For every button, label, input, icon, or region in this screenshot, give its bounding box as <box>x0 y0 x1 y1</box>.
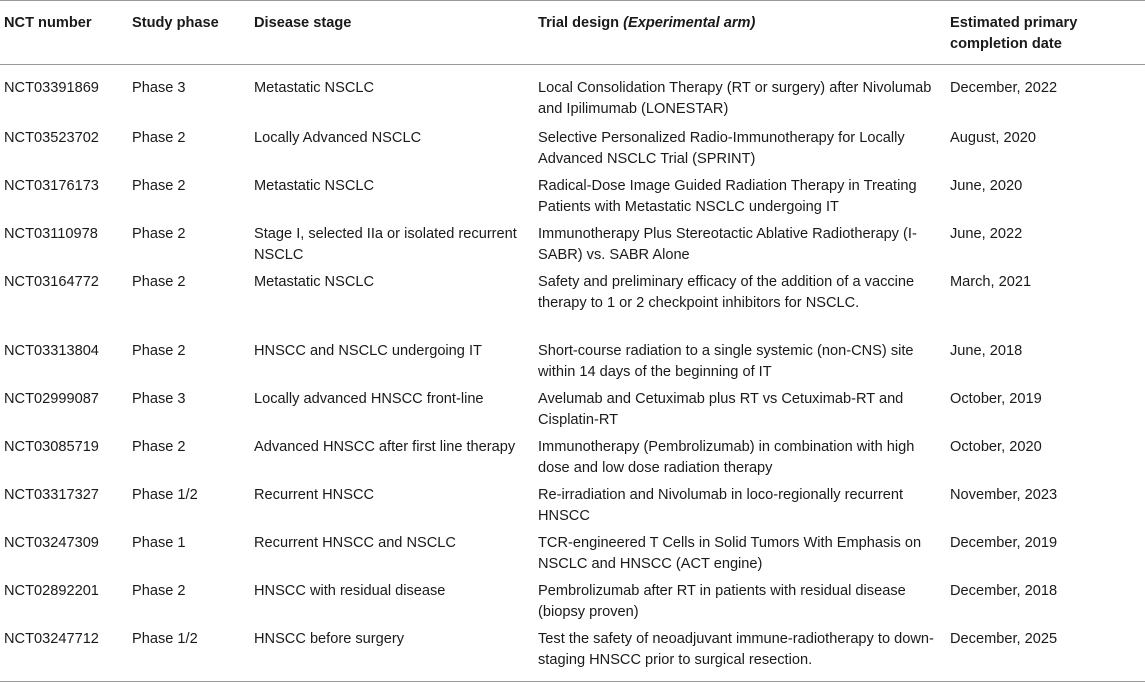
table-row <box>0 340 1145 388</box>
cell-phase: Phase 2 <box>132 274 186 290</box>
cell-stage: Metastatic NSCLC <box>254 178 375 194</box>
cell-nct: NCT03164772 <box>4 274 99 290</box>
cell-date: August, 2020 <box>950 130 1037 146</box>
cell-date: June, 2022 <box>950 226 1023 242</box>
table-row <box>0 223 1145 271</box>
cell-date: December, 2022 <box>950 80 1058 96</box>
table-body <box>0 65 1145 682</box>
table-row <box>0 580 1145 628</box>
cell-phase: Phase 3 <box>132 391 186 407</box>
cell-design: Immunotherapy Plus Stereotactic Ablative Radiotherapy (I-SABR) vs. SABR Alone <box>538 226 917 263</box>
cell-design: Immunotherapy (Pembrolizumab) in combination with high dose and low dose radiation therapy <box>538 439 915 476</box>
cell-stage: Metastatic NSCLC <box>254 274 375 290</box>
cell-design: Local Consolidation Therapy (RT or surgery) after Nivolumab and Ipilimumab (LONESTAR) <box>538 80 932 117</box>
cell-phase: Phase 1/2 <box>132 487 198 503</box>
cell-date: December, 2019 <box>950 535 1058 551</box>
cell-design: TCR-engineered T Cells in Solid Tumors With Emphasis on NSCLC and HNSCC (ACT engine) <box>538 535 922 572</box>
cell-nct: NCT03110978 <box>4 226 98 242</box>
cell-design: Pembrolizumab after RT in patients with residual disease (biopsy proven) <box>538 583 906 620</box>
cell-date: November, 2023 <box>950 487 1058 503</box>
header-study-phase: Study phase <box>132 15 219 31</box>
table-row <box>0 532 1145 580</box>
cell-date: December, 2018 <box>950 583 1058 599</box>
cell-stage: Metastatic NSCLC <box>254 80 375 96</box>
table-row <box>0 127 1145 175</box>
cell-stage: Recurrent HNSCC <box>254 487 375 503</box>
cell-phase: Phase 2 <box>132 226 186 242</box>
cell-nct: NCT03313804 <box>4 343 99 359</box>
header-trial-design <box>534 1 946 65</box>
cell-date: June, 2020 <box>950 178 1023 194</box>
cell-design: Re-irradiation and Nivolumab in loco-regionally recurrent HNSCC <box>538 487 904 524</box>
cell-date: December, 2025 <box>950 631 1058 647</box>
table-row <box>0 484 1145 532</box>
cell-stage: Advanced HNSCC after first line therapy <box>254 439 516 455</box>
cell-nct: NCT03391869 <box>4 80 99 96</box>
cell-design: Test the safety of neoadjuvant immune-radiotherapy to down-staging HNSCC prior to surgical resection. <box>538 631 934 668</box>
cell-date: October, 2019 <box>950 391 1042 407</box>
cell-stage: Stage I, selected IIa or isolated recurrent NSCLC <box>254 226 517 263</box>
table-row <box>0 65 1145 128</box>
cell-phase: Phase 2 <box>132 343 186 359</box>
cell-design: Short-course radiation to a single systemic (non-CNS) site within 14 days of the beginning of IT <box>538 343 914 380</box>
cell-stage: Recurrent HNSCC and NSCLC <box>254 535 456 551</box>
cell-date: June, 2018 <box>950 343 1023 359</box>
header-trial-design-label: Trial design <box>538 15 624 31</box>
cell-stage: HNSCC and NSCLC undergoing IT <box>254 343 482 359</box>
cell-nct: NCT03247309 <box>4 535 99 551</box>
cell-design: Safety and preliminary efficacy of the addition of a vaccine therapy to 1 or 2 checkpoint inhibitors for NSCLC. <box>538 274 915 311</box>
cell-phase: Phase 2 <box>132 130 186 146</box>
header-disease-stage: Disease stage <box>254 15 352 31</box>
header-completion-date: Estimated primary completion date <box>950 15 1078 52</box>
cell-phase: Phase 3 <box>132 80 186 96</box>
table-row <box>0 175 1145 223</box>
cell-nct: NCT03176173 <box>4 178 99 194</box>
cell-phase: Phase 2 <box>132 439 186 455</box>
cell-nct: NCT03247712 <box>4 631 99 647</box>
cell-phase: Phase 2 <box>132 583 186 599</box>
cell-nct: NCT03317327 <box>4 487 99 503</box>
cell-stage: Locally advanced HNSCC front-line <box>254 391 484 407</box>
table-row <box>0 271 1145 340</box>
table-row <box>0 628 1145 682</box>
cell-stage: HNSCC with residual disease <box>254 583 446 599</box>
cell-phase: Phase 1/2 <box>132 631 198 647</box>
cell-design: Selective Personalized Radio-Immunotherapy for Locally Advanced NSCLC Trial (SPRINT) <box>538 130 905 167</box>
cell-nct: NCT02892201 <box>4 583 99 599</box>
header-nct-number: NCT number <box>4 15 92 31</box>
cell-nct: NCT03523702 <box>4 130 99 146</box>
header-trial-design-italic: (Experimental arm) <box>623 15 756 31</box>
cell-nct: NCT02999087 <box>4 391 99 407</box>
cell-nct: NCT03085719 <box>4 439 99 455</box>
cell-date: March, 2021 <box>950 274 1032 290</box>
table-row <box>0 436 1145 484</box>
cell-date: October, 2020 <box>950 439 1042 455</box>
header-row <box>0 1 1145 65</box>
cell-stage: HNSCC before surgery <box>254 631 405 647</box>
cell-design: Radical-Dose Image Guided Radiation Therapy in Treating Patients with Metastatic NSCLC undergoing IT <box>538 178 917 215</box>
cell-design: Avelumab and Cetuximab plus RT vs Cetuximab-RT and Cisplatin-RT <box>538 391 904 428</box>
table-row <box>0 388 1145 436</box>
cell-stage: Locally Advanced NSCLC <box>254 130 422 146</box>
cell-phase: Phase 2 <box>132 178 186 194</box>
table-header <box>0 1 1145 65</box>
cell-phase: Phase 1 <box>132 535 186 551</box>
